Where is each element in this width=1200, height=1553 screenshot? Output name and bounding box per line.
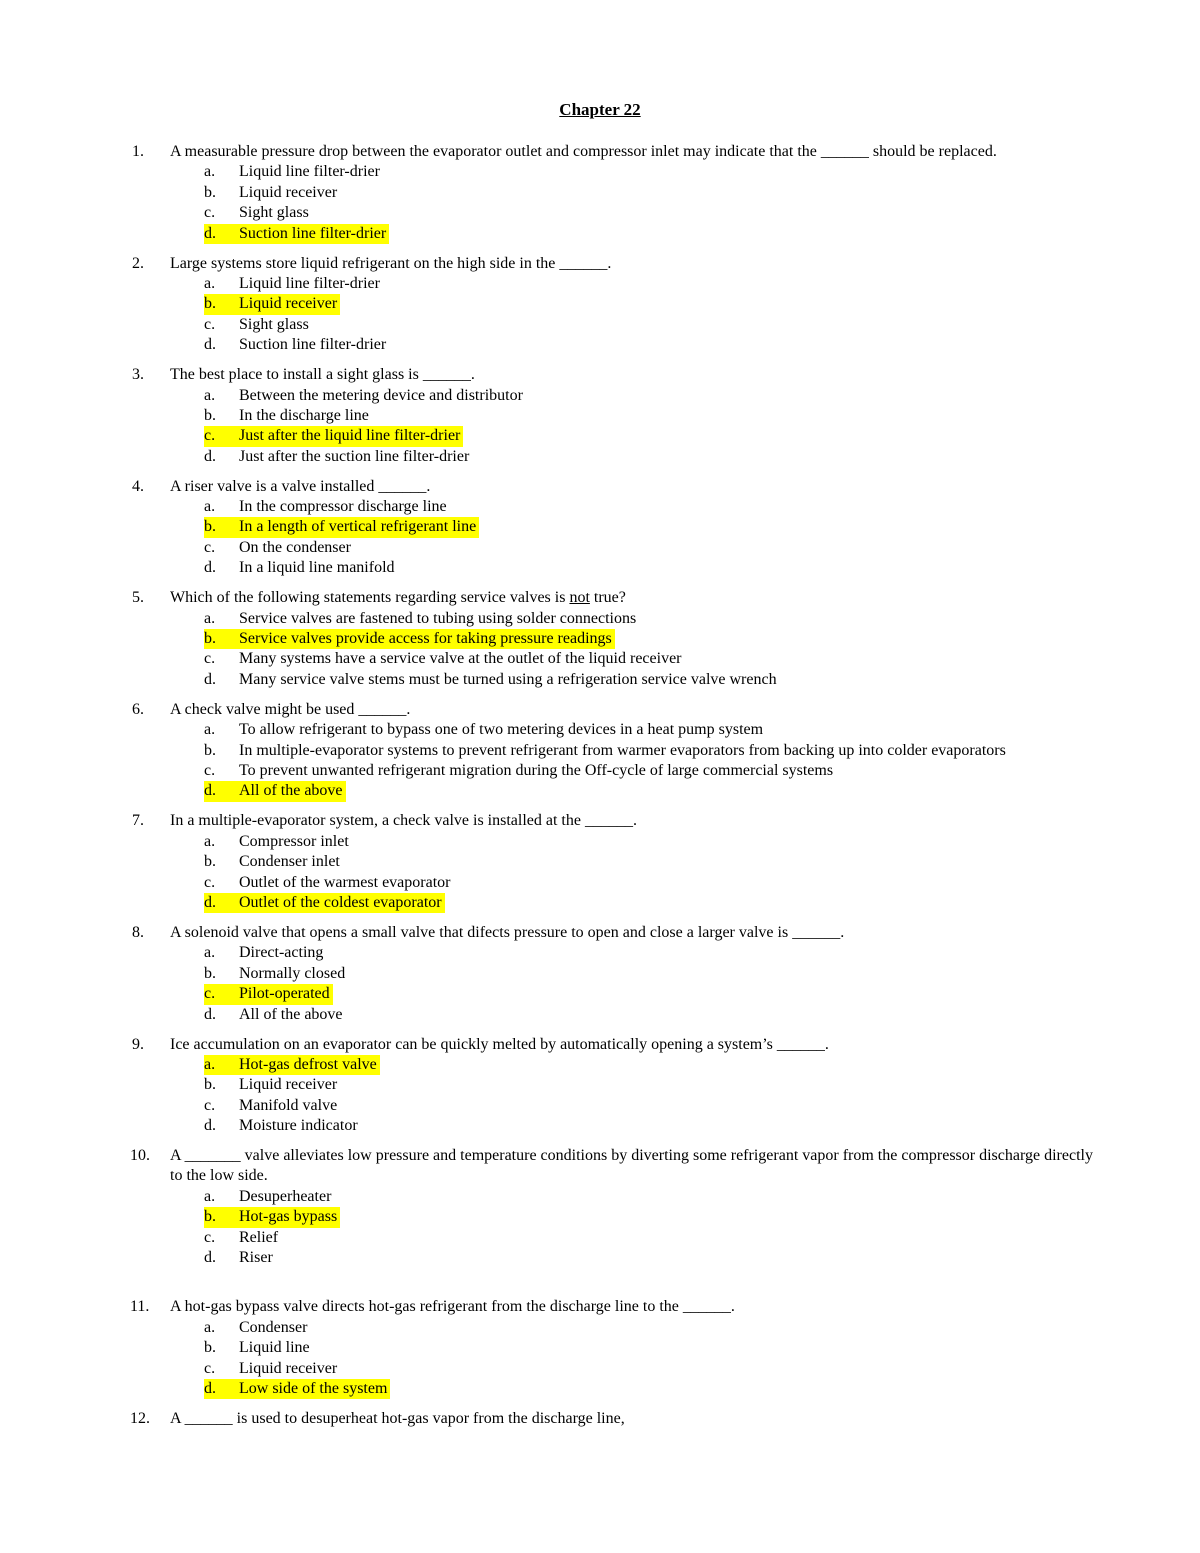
answer-option-highlighted	[204, 1379, 390, 1399]
option-letter: c.	[204, 204, 216, 222]
option-letter: a.	[204, 609, 216, 627]
question-text: Large systems store liquid refrigerant on the high side in the ______.	[170, 254, 612, 272]
answer-option-body	[204, 852, 343, 872]
option-text: All of the above	[239, 1005, 343, 1023]
answer-option	[0, 203, 1200, 223]
answer-option-body	[204, 649, 685, 669]
option-letter: c.	[204, 427, 216, 445]
option-letter: b.	[204, 406, 216, 424]
answer-option	[0, 1207, 1200, 1227]
question-stem	[0, 477, 1200, 497]
answer-option-highlighted	[204, 1055, 380, 1075]
answer-option	[0, 964, 1200, 984]
question-text: A ______ is used to desuperheat hot-gas vapor from the discharge line,	[170, 1410, 625, 1427]
option-letter: d.	[204, 893, 216, 911]
option-letter: b.	[204, 1076, 216, 1094]
question-text: true?	[589, 589, 626, 607]
question-stem	[0, 923, 1200, 943]
question-stem	[0, 1409, 1200, 1429]
option-letter: a.	[204, 721, 216, 739]
answer-option-highlighted	[204, 426, 463, 446]
question-stem	[0, 254, 1200, 274]
answer-option	[0, 517, 1200, 537]
option-text: Low side of the system	[239, 1380, 388, 1398]
answer-option	[0, 873, 1200, 893]
answer-option	[0, 893, 1200, 913]
option-text: Liquid line filter-drier	[239, 274, 380, 292]
answer-option	[0, 426, 1200, 446]
option-text: Riser	[239, 1249, 273, 1267]
answer-option-body	[204, 873, 453, 893]
answer-option	[0, 558, 1200, 578]
option-letter: c.	[204, 650, 216, 668]
question-stem	[0, 588, 1200, 608]
answer-option	[0, 741, 1200, 761]
answer-option-highlighted	[204, 1207, 340, 1227]
question-stem	[0, 365, 1200, 385]
option-letter: c.	[204, 985, 216, 1003]
option-text: To allow refrigerant to bypass one of two metering devices in a heat pump system	[239, 721, 764, 739]
question-text-underlined: not	[569, 589, 590, 607]
answer-option	[0, 447, 1200, 467]
option-text: To prevent unwanted refrigerant migration during the Off-cycle of large commercial systems	[239, 762, 834, 779]
answer-option	[0, 1359, 1200, 1379]
answer-option	[0, 162, 1200, 182]
option-letter: b.	[204, 964, 216, 982]
option-text: Liquid line	[239, 1339, 310, 1357]
answer-option	[0, 629, 1200, 649]
option-letter: b.	[204, 630, 216, 648]
question-item	[0, 700, 1200, 802]
option-text: Between the metering device and distributor	[239, 386, 523, 404]
answer-option-body	[204, 335, 389, 355]
option-letter: c.	[204, 873, 216, 891]
option-text: Relief	[239, 1228, 279, 1246]
option-text: Pilot-operated	[239, 985, 330, 1003]
answer-option-highlighted	[204, 517, 479, 537]
answer-option	[0, 1379, 1200, 1399]
option-letter: b.	[204, 183, 216, 201]
question-item	[0, 923, 1200, 1025]
question-text: A measurable pressure drop between the evaporator outlet and compressor inlet may indicate that the ______ should be replaced.	[170, 143, 997, 160]
question-number: 4.	[132, 477, 144, 495]
answer-option-body	[204, 183, 340, 203]
answer-option-body	[204, 406, 372, 426]
question-stem	[0, 700, 1200, 720]
answer-option	[0, 335, 1200, 355]
option-letter: d.	[204, 1005, 216, 1023]
option-letter: d.	[204, 1380, 216, 1398]
option-letter: a.	[204, 1318, 216, 1336]
answer-option	[0, 224, 1200, 244]
question-stem	[0, 1035, 1200, 1055]
answer-option-highlighted	[204, 294, 340, 314]
option-letter: b.	[204, 853, 216, 871]
option-letter: c.	[204, 538, 216, 556]
option-text: Liquid receiver	[239, 1359, 338, 1377]
option-letter: c.	[204, 1228, 216, 1246]
answer-option	[0, 984, 1200, 1004]
option-text: Suction line filter-drier	[239, 336, 387, 354]
option-text: Sight glass	[239, 315, 309, 333]
question-number: 10.	[130, 1147, 150, 1165]
option-letter: d.	[204, 670, 216, 688]
answer-option-body	[204, 1096, 340, 1116]
answer-option-body	[204, 1359, 340, 1379]
option-text: Condenser inlet	[239, 853, 340, 871]
answer-option	[0, 538, 1200, 558]
answer-option-body	[204, 162, 383, 182]
option-text: Direct-acting	[239, 944, 324, 962]
option-letter: c.	[204, 1359, 216, 1377]
answer-option	[0, 1096, 1200, 1116]
answer-option	[0, 183, 1200, 203]
option-text: Hot-gas defrost valve	[239, 1055, 377, 1073]
answer-option-highlighted	[204, 984, 333, 1004]
answer-option	[0, 315, 1200, 335]
answer-option	[0, 1338, 1200, 1358]
option-letter: d.	[204, 447, 216, 465]
option-letter: c.	[204, 1096, 216, 1114]
answer-option	[0, 649, 1200, 669]
question-list	[0, 142, 1200, 1429]
answer-option-body	[204, 203, 312, 223]
option-letter: d.	[204, 782, 216, 800]
answer-option-body	[204, 832, 352, 852]
option-letter: c.	[204, 762, 216, 779]
option-letter: a.	[204, 832, 216, 850]
answer-option	[0, 609, 1200, 629]
answer-option-body	[204, 1005, 346, 1025]
option-letter: a.	[204, 386, 216, 404]
question-number: 1.	[132, 143, 144, 160]
answer-option-highlighted	[204, 224, 389, 244]
option-letter: a.	[204, 498, 216, 516]
option-text: Desuperheater	[239, 1187, 332, 1205]
option-text: Compressor inlet	[239, 832, 349, 850]
answer-option-body	[204, 1228, 281, 1248]
option-text: Just after the liquid line filter-drier	[239, 427, 461, 445]
answer-option	[0, 1116, 1200, 1136]
question-item	[0, 811, 1200, 913]
option-text: Liquid receiver	[239, 183, 338, 201]
option-text: Condenser	[239, 1318, 308, 1336]
answer-option	[0, 497, 1200, 517]
question-text: In a multiple-evaporator system, a check valve is installed at the ______.	[170, 812, 637, 830]
answer-option-body	[204, 1116, 361, 1136]
option-text: Normally closed	[239, 964, 346, 982]
question-number: 12.	[130, 1410, 150, 1427]
answer-option-body	[204, 315, 312, 335]
answer-option-body	[204, 943, 326, 963]
option-text: Outlet of the coldest evaporator	[239, 893, 442, 911]
option-text: Outlet of the warmest evaporator	[239, 873, 451, 891]
option-letter: a.	[204, 1187, 216, 1205]
option-letter: d.	[204, 1117, 216, 1135]
answer-option-body	[204, 761, 836, 781]
answer-option-body	[204, 720, 766, 740]
answer-option-body	[204, 1075, 340, 1095]
question-number: 6.	[132, 700, 144, 718]
option-text: Moisture indicator	[239, 1117, 358, 1135]
option-letter: a.	[204, 163, 216, 181]
answer-option	[0, 1075, 1200, 1095]
answer-option	[0, 852, 1200, 872]
option-text: All of the above	[239, 782, 343, 800]
question-number: 7.	[132, 812, 144, 830]
question-item	[0, 1409, 1200, 1429]
option-text: Liquid line filter-drier	[239, 163, 380, 181]
option-text: In a length of vertical refrigerant line	[239, 518, 477, 536]
answer-option	[0, 781, 1200, 801]
option-letter: b.	[204, 518, 216, 536]
answer-option-body	[204, 670, 780, 690]
option-text: Hot-gas bypass	[239, 1208, 338, 1226]
option-letter: d.	[204, 224, 216, 242]
question-stem	[0, 1146, 1200, 1187]
answer-option-body	[204, 1338, 313, 1358]
option-letter: d.	[204, 1249, 216, 1267]
question-stem	[0, 811, 1200, 831]
option-letter: d.	[204, 559, 216, 577]
answer-option-highlighted	[204, 629, 615, 649]
question-stem	[0, 142, 1200, 162]
answer-option-body	[204, 497, 450, 517]
option-text: Manifold valve	[239, 1096, 338, 1114]
answer-option	[0, 294, 1200, 314]
option-text: In a liquid line manifold	[239, 559, 395, 577]
option-letter: a.	[204, 1055, 216, 1073]
answer-option	[0, 670, 1200, 690]
answer-option	[0, 1187, 1200, 1207]
answer-option	[0, 1248, 1200, 1268]
question-number: 5.	[132, 589, 144, 607]
question-stem	[0, 1297, 1200, 1317]
option-text: Liquid receiver	[239, 295, 338, 313]
option-letter: b.	[204, 295, 216, 313]
answer-option-body	[204, 1248, 276, 1268]
question-item	[0, 142, 1200, 244]
option-text: Service valves provide access for taking pressure readings	[239, 630, 612, 648]
option-letter: a.	[204, 944, 216, 962]
answer-option	[0, 943, 1200, 963]
option-text: Many service valve stems must be turned using a refrigeration service valve wrench	[239, 670, 777, 688]
answer-option	[0, 1228, 1200, 1248]
option-text: Suction line filter-drier	[239, 224, 387, 242]
option-letter: a.	[204, 274, 216, 292]
answer-option	[0, 1055, 1200, 1075]
option-text: Many systems have a service valve at the outlet of the liquid receiver	[239, 650, 682, 668]
option-letter: b.	[204, 1208, 216, 1226]
question-text: A riser valve is a valve installed ______.	[170, 477, 431, 495]
answer-option-body	[204, 964, 348, 984]
option-text: On the condenser	[239, 538, 351, 556]
option-text: Liquid receiver	[239, 1076, 338, 1094]
question-text: A hot-gas bypass valve directs hot-gas refrigerant from the discharge line to the ______.	[170, 1298, 735, 1316]
answer-option-highlighted	[204, 781, 346, 801]
question-item	[0, 254, 1200, 356]
answer-option-body	[204, 447, 472, 467]
question-number: 11.	[130, 1298, 150, 1316]
option-text: In the discharge line	[239, 406, 369, 424]
question-text: A check valve might be used ______.	[170, 700, 411, 718]
option-letter: b.	[204, 741, 216, 759]
option-letter: d.	[204, 336, 216, 354]
option-text: In multiple-evaporator systems to prevent refrigerant from warmer evaporators from backing up into colder evaporators	[239, 741, 1006, 759]
option-letter: c.	[204, 315, 216, 333]
answer-option-highlighted	[204, 893, 445, 913]
answer-option	[0, 386, 1200, 406]
answer-option-body	[204, 274, 383, 294]
question-text: A _______ valve alleviates low pressure and temperature conditions by diverting some refrigerant vapor from the compressor discharge directly to the low side.	[170, 1147, 1093, 1185]
question-text: Ice accumulation on an evaporator can be quickly melted by automatically opening a system’s ______.	[170, 1035, 829, 1053]
question-item	[0, 365, 1200, 467]
answer-option	[0, 1005, 1200, 1025]
question-item	[0, 477, 1200, 579]
answer-option-body	[204, 1187, 334, 1207]
question-item	[0, 1035, 1200, 1137]
answer-option-body	[204, 538, 354, 558]
option-text: In the compressor discharge line	[239, 498, 447, 516]
question-number: 9.	[132, 1035, 144, 1053]
question-number: 3.	[132, 366, 144, 384]
option-text: Sight glass	[239, 204, 309, 222]
question-item	[0, 1146, 1200, 1268]
answer-option	[0, 720, 1200, 740]
option-text: Service valves are fastened to tubing using solder connections	[239, 609, 637, 627]
question-item	[0, 588, 1200, 690]
option-text: Just after the suction line filter-drier	[239, 447, 470, 465]
answer-option-body	[204, 558, 398, 578]
answer-option	[0, 1318, 1200, 1338]
answer-option-body	[204, 386, 526, 406]
answer-option-body	[204, 741, 1009, 761]
question-text: The best place to install a sight glass is ______.	[170, 366, 475, 384]
answer-option-body	[204, 1318, 310, 1338]
question-number: 2.	[132, 254, 144, 272]
document-title: Chapter 22	[559, 100, 641, 119]
answer-option	[0, 832, 1200, 852]
answer-option	[0, 406, 1200, 426]
option-letter: b.	[204, 1339, 216, 1357]
answer-option-body	[204, 609, 639, 629]
question-text: Which of the following statements regarding service valves is	[170, 589, 570, 607]
question-number: 8.	[132, 923, 144, 941]
answer-option	[0, 274, 1200, 294]
question-text: A solenoid valve that opens a small valve that difects pressure to open and close a larger valve is ______.	[170, 923, 845, 941]
answer-option	[0, 761, 1200, 781]
question-item	[0, 1297, 1200, 1399]
